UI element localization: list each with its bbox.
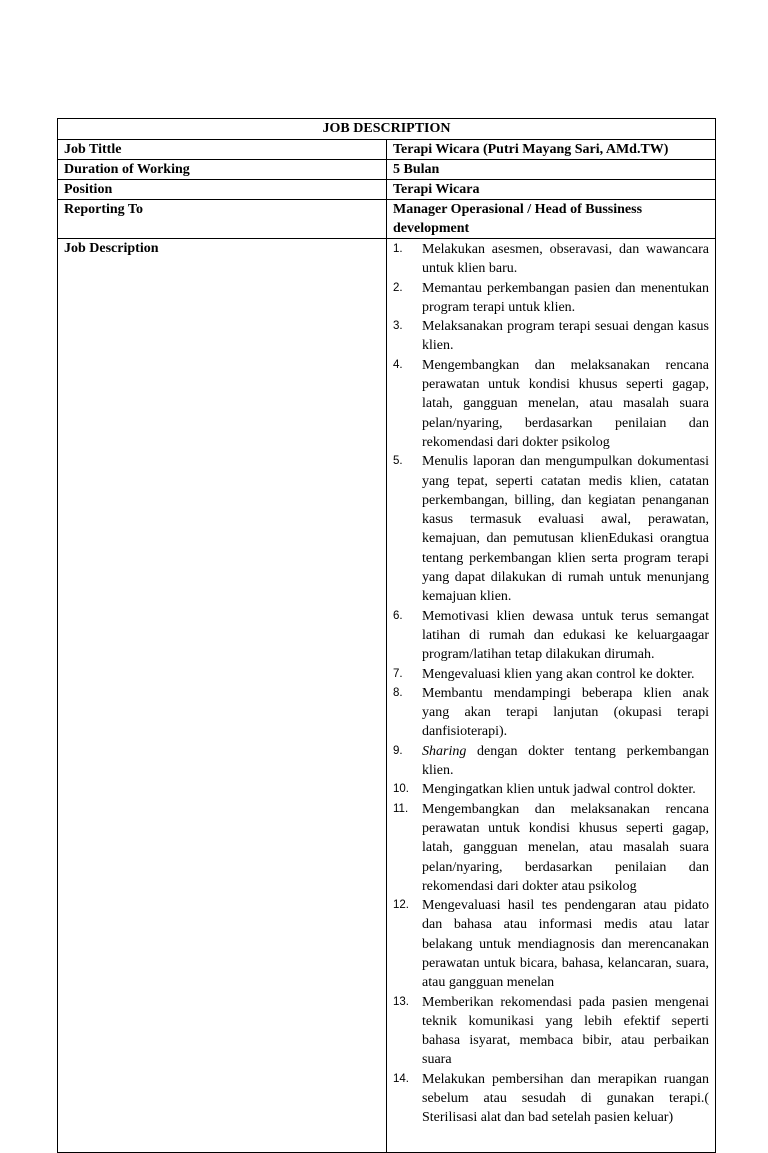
duty-list	[393, 240, 709, 1128]
field-row-duration	[58, 160, 716, 180]
field-row-job-description	[58, 239, 716, 1153]
duration-label: Duration of Working	[58, 160, 387, 180]
duty-text: Melaksanakan program terapi sesuai dengan kasus klien.	[422, 319, 709, 354]
duty-text-wrapper	[422, 684, 709, 742]
duty-item	[393, 684, 709, 742]
duty-item	[393, 240, 709, 279]
field-row-job-title	[58, 140, 716, 160]
duty-text: Mengembangkan dan melaksanakan rencana perawatan untuk kondisi khusus seperti gagap, latah, gangguan menelan, atau masalah suara pelan/nyaring, berdasarkan penilaian dan rekomendasi dari dokter atau psikolog	[422, 801, 709, 894]
duty-item	[393, 800, 709, 896]
duty-item	[393, 993, 709, 1070]
duty-text: Melakukan asesmen, obseravasi, dan wawancara untuk klien baru.	[422, 242, 709, 277]
position-value: Terapi Wicara	[387, 180, 716, 200]
position-label: Position	[58, 180, 387, 200]
duty-text-wrapper	[422, 452, 709, 606]
duty-text-wrapper	[422, 896, 709, 992]
duty-text: Mengingatkan klien untuk jadwal control dokter.	[422, 782, 696, 798]
duty-number: 1.	[393, 243, 403, 255]
duty-text-wrapper	[422, 356, 709, 452]
duty-text: Memantau perkembangan pasien dan menentukan program terapi untuk klien.	[422, 280, 709, 315]
duty-number: 9.	[393, 744, 403, 757]
duty-item	[393, 317, 709, 356]
duty-text-wrapper	[422, 1070, 709, 1128]
duty-text-wrapper	[422, 317, 709, 356]
duty-item	[393, 742, 709, 781]
job-description-cell	[387, 239, 716, 1153]
document-title: JOB DESCRIPTION	[58, 119, 716, 140]
duty-item	[393, 452, 709, 606]
duty-item	[393, 279, 709, 318]
duty-text-wrapper	[422, 665, 709, 684]
duty-text: Mengembangkan dan melaksanakan rencana perawatan untuk kondisi khusus seperti gagap, latah, gangguan menelan, atau masalah suara pelan/nyaring, berdasarkan penilaian dan rekomendasi dari dokter psikolog	[422, 357, 709, 450]
duty-number: 11.	[393, 802, 409, 815]
duty-number: 12.	[393, 899, 409, 912]
title-row	[58, 119, 716, 140]
duty-number: 2.	[393, 281, 403, 294]
duty-text: dengan dokter tentang perkembangan klien.	[422, 743, 709, 779]
duty-number: 4.	[393, 358, 403, 371]
duty-number: 10.	[393, 783, 409, 796]
duty-number: 7.	[393, 667, 403, 680]
duty-text-wrapper	[422, 780, 709, 799]
field-row-position	[58, 180, 716, 200]
duty-text: Memotivasi klien dewasa untuk terus semangat latihan di rumah dan edukasi ke keluargaagar program/latihan tetap dilakukan dirumah.	[422, 608, 709, 663]
duty-item	[393, 896, 709, 992]
duty-item	[393, 780, 709, 799]
duty-number: 6.	[393, 609, 403, 622]
field-row-reporting-to	[58, 200, 716, 239]
duty-item	[393, 665, 709, 684]
duty-number: 13.	[393, 995, 409, 1008]
duty-item	[393, 356, 709, 452]
duty-text: Memberikan rekomendasi pada pasien mengenai teknik komunikasi yang lebih efektif seperti bahasa isyarat, membaca bibir, atau perbaikan suara	[422, 994, 709, 1068]
duty-text: Mengevaluasi klien yang akan control ke dokter.	[422, 666, 695, 682]
duty-number: 3.	[393, 320, 403, 333]
duty-text: Mengevaluasi hasil tes pendengaran atau pidato dan bahasa atau informasi medis atau latar belakang untuk mendiagnosis dan merencanakan perawatan untuk bicara, bahasa, kelancaran, suara, atau gangguan menelan	[422, 898, 709, 991]
duty-text: Melakukan pembersihan dan merapikan ruangan sebelum atau sesudah di gunakan terapi.( Sterilisasi alat dan bad setelah pasien keluar)	[422, 1071, 709, 1126]
duty-item	[393, 1070, 709, 1128]
reporting-to-label: Reporting To	[58, 200, 387, 239]
duty-number: 8.	[393, 686, 403, 699]
duty-number: 5.	[393, 455, 403, 468]
duty-number: 14.	[393, 1072, 409, 1085]
duty-item	[393, 607, 709, 665]
duty-text-wrapper	[422, 800, 709, 896]
duty-text-wrapper	[422, 742, 709, 781]
duty-text-wrapper	[422, 993, 709, 1070]
duty-text-wrapper	[422, 240, 709, 279]
job-title-label: Job Tittle	[58, 140, 387, 160]
duration-value: 5 Bulan	[387, 160, 716, 180]
job-description-table	[57, 118, 716, 1153]
duty-text-wrapper	[422, 607, 709, 665]
reporting-to-value: Manager Operasional / Head of Bussiness development	[387, 200, 716, 239]
duty-text-wrapper	[422, 279, 709, 318]
duty-text: Membantu mendampingi beberapa klien anak yang akan terapi lanjutan (okupasi terapi danfisioterapi).	[422, 685, 709, 740]
duty-lead-text: Sharing	[422, 743, 467, 759]
job-description-label: Job Description	[58, 239, 387, 1153]
duty-text: Menulis laporan dan mengumpulkan dokumentasi yang tepat, seperti catatan medis klien, catatan perkembangan, billing, dan kegiatan penanganan kasus termasuk evaluasi awal, perawatan, kemajuan, dan pemutusan klienEdukasi orangtua tentang perkembangan klien serta program terapi yang dapat dilakukan di rumah untuk menunjang kemajuan klien.	[422, 454, 709, 605]
job-title-value: Terapi Wicara (Putri Mayang Sari, AMd.TW)	[387, 140, 716, 160]
